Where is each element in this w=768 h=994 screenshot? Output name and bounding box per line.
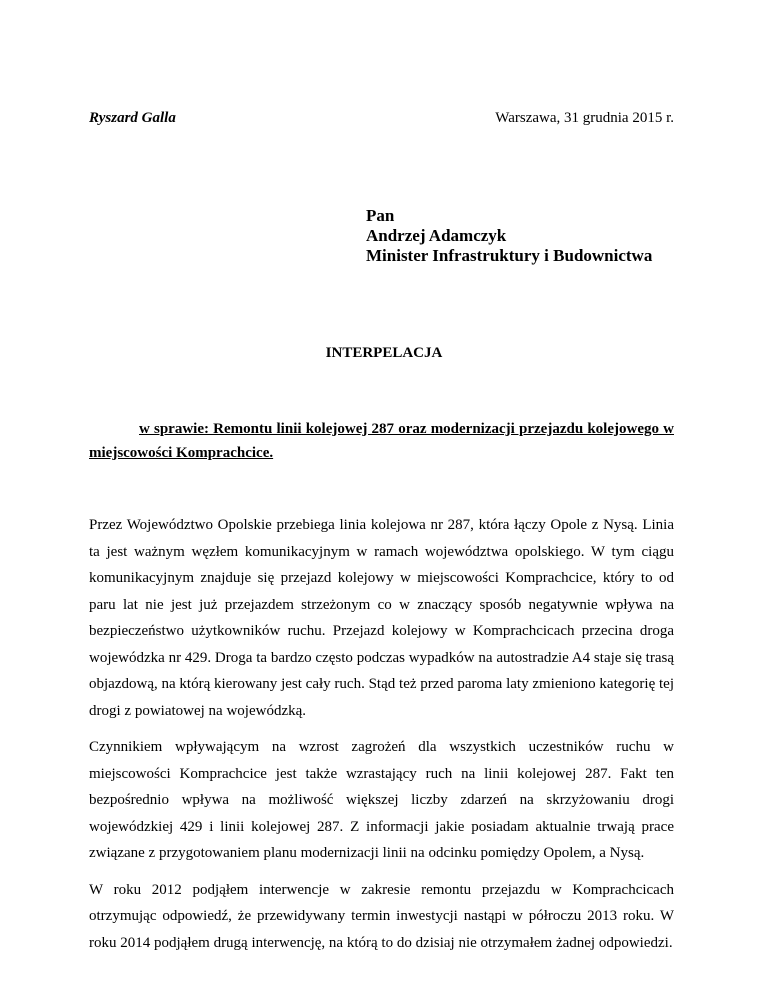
document-title: INTERPELACJA	[325, 345, 443, 361]
document-subject: w sprawie: Remontu linii kolejowej 287 oraz modernizacji przejazdu kolejowego w miejscowości Komprachcice.	[89, 421, 674, 461]
body-paragraph: W roku 2012 podjąłem interwencje w zakresie remontu przejazdu w Komprachcicach otrzymując odpowiedź, że przewidywany termin inwestycji nastąpi w półroczu 2013 roku. W roku 2014 podjąłem drugą interwencję, na którą to do dzisiaj nie otrzymałem żadnej odpowiedzi.	[89, 881, 674, 951]
author-name: Ryszard Galla	[89, 110, 176, 126]
addressee-name: Andrzej Adamczyk	[366, 226, 507, 245]
body-paragraph: Przez Województwo Opolskie przebiega linia kolejowa nr 287, która łączy Opole z Nysą. Linia ta jest ważnym węzłem komunikacyjnym w ramach województwa opolskiego. W tym ciągu komunikacyjnym znajduje się przejazd kolejowy w miejscowości Komprachcice, który to od paru lat nie jest już przejazdem strzeżonym co w znaczący sposób negatywnie wpływa na bezpieczeństwo użytkowników ruchu. Przejazd kolejowy w Komprachcicach przecina droga wojewódzka nr 429. Droga ta bardzo często podczas wypadków na autostradzie A4 staje się trasą objazdową, na którą kierowany jest cały ruch. Stąd też przed paroma laty zmieniono kategorię tej drogi z powiatowej na wojewódzką.	[89, 517, 674, 719]
place-and-date: Warszawa, 31 grudnia 2015 r.	[495, 110, 674, 126]
addressee-position: Minister Infrastruktury i Budownictwa	[366, 246, 653, 265]
addressee-salutation: Pan	[366, 206, 395, 225]
addressee-block	[366, 206, 652, 266]
document-body	[89, 512, 674, 966]
body-paragraph: Czynnikiem wpływającym na wzrost zagrożeń dla wszystkich uczestników ruchu w miejscowości Komprachcice jest także wzrastający ruch na linii kolejowej 287. Fakt ten bezpośrednio wpływa na możliwość większej liczby zdarzeń na skrzyżowaniu drogi wojewódzkiej 429 i linii kolejowej 287. Z informacji jakie posiadam aktualnie trwają prace związane z przygotowaniem planu modernizacji linii na odcinku pomiędzy Opolem, a Nysą.	[89, 739, 674, 861]
